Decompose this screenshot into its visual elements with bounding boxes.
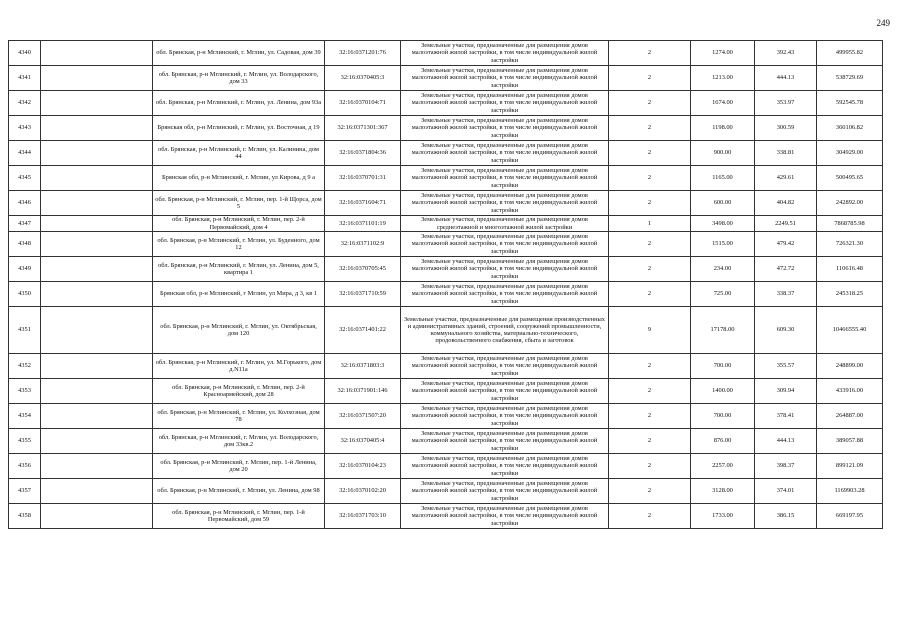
land-use-cell: Земельные участки, предназначенные для размещения домов малоэтажной жилой застройки, в том числе индивидуальной жилой застройки [401,41,609,66]
row-number: 4350 [9,282,41,307]
cadastral-value-cell: 899121.09 [817,454,883,479]
cadastral-number-cell: 32:16:0370405:3 [325,66,401,91]
group-cell: 2 [609,429,691,454]
cadastral-value-cell: 726321.30 [817,232,883,257]
specific-value-cell: 398.37 [755,454,817,479]
group-cell: 2 [609,141,691,166]
table-row [9,141,883,166]
cadastral-value-cell: 538729.69 [817,66,883,91]
land-use-cell: Земельные участки, предназначенные для размещения домов малоэтажной жилой застройки, в том числе индивидуальной жилой застройки [401,191,609,216]
address-cell: обл. Брянская, р-н Мглинский, г. Мглин, пер. 1-й Щорса, дом 5 [153,191,325,216]
table-row [9,429,883,454]
specific-value-cell: 609.30 [755,307,817,354]
area-cell: 17178.00 [691,307,755,354]
row-number: 4342 [9,91,41,116]
row-number: 4352 [9,354,41,379]
blank-cell [41,166,153,191]
table-body [9,41,883,529]
group-cell: 2 [609,66,691,91]
specific-value-cell: 386.15 [755,504,817,529]
group-cell: 2 [609,379,691,404]
land-use-cell: Земельные участки, предназначенные для размещения домов малоэтажной жилой застройки, в том числе индивидуальной жилой застройки [401,66,609,91]
blank-cell [41,116,153,141]
cadastral-value-cell: 245318.25 [817,282,883,307]
table-row [9,404,883,429]
group-cell: 2 [609,257,691,282]
area-cell: 1165.00 [691,166,755,191]
group-cell: 2 [609,232,691,257]
group-cell: 2 [609,116,691,141]
land-use-cell: Земельные участки, предназначенные для размещения домов малоэтажной жилой застройки, в том числе индивидуальной жилой застройки [401,91,609,116]
specific-value-cell: 392.43 [755,41,817,66]
cadastral-value-cell: 1169903.28 [817,479,883,504]
table-row [9,191,883,216]
area-cell: 1198.00 [691,116,755,141]
cadastral-value-cell: 433916.00 [817,379,883,404]
specific-value-cell: 300.59 [755,116,817,141]
row-number: 4356 [9,454,41,479]
table-row [9,454,883,479]
blank-cell [41,41,153,66]
group-cell: 2 [609,41,691,66]
cadastral-number-cell: 32:16:0371803:3 [325,354,401,379]
cadastral-value-cell: 248899.00 [817,354,883,379]
table-row [9,257,883,282]
land-use-cell: Земельные участки, предназначенные для размещения домов малоэтажной жилой застройки, в том числе индивидуальной жилой застройки [401,454,609,479]
specific-value-cell: 472.72 [755,257,817,282]
cadastral-number-cell: 32:16:0371301:367 [325,116,401,141]
group-cell: 2 [609,504,691,529]
blank-cell [41,404,153,429]
row-number: 4349 [9,257,41,282]
area-cell: 3498.00 [691,216,755,232]
area-cell: 3128.00 [691,479,755,504]
blank-cell [41,479,153,504]
cadastral-number-cell: 32:16:0371703:10 [325,504,401,529]
cadastral-value-cell: 360106.82 [817,116,883,141]
land-use-cell: Земельные участки, предназначенные для размещения домов малоэтажной жилой застройки, в том числе индивидуальной жилой застройки [401,116,609,141]
area-cell: 600.00 [691,191,755,216]
group-cell: 2 [609,404,691,429]
table-row [9,307,883,354]
table-row [9,66,883,91]
table-row [9,282,883,307]
land-use-cell: Земельные участки, предназначенные для размещения домов малоэтажной жилой застройки, в том числе индивидуальной жилой застройки [401,354,609,379]
cadastral-number-cell: 32:16:0371401:22 [325,307,401,354]
cadastral-value-cell: 264887.00 [817,404,883,429]
group-cell: 2 [609,191,691,216]
cadastral-value-cell: 304929.00 [817,141,883,166]
address-cell: обл. Брянская, р-н Мглинский, г. Мглин, пер. 1-й Первомайский, дом 59 [153,504,325,529]
cadastral-value-cell: 669197.95 [817,504,883,529]
area-cell: 700.00 [691,404,755,429]
area-cell: 234.00 [691,257,755,282]
address-cell: Брянская обл, р-н Мглинский, г Мглин, ул Мира, д 3, кв 1 [153,282,325,307]
address-cell: обл. Брянская, р-н Мглинский, г. Мглин, ул. Колхозная, дом 78 [153,404,325,429]
group-cell: 2 [609,479,691,504]
cadastral-value-cell: 10466555.40 [817,307,883,354]
address-cell: обл. Брянская, р-н Мглинский, г. Мглин, пер. 1-й Ленина, дом 20 [153,454,325,479]
blank-cell [41,216,153,232]
area-cell: 1274.00 [691,41,755,66]
blank-cell [41,504,153,529]
row-number: 4340 [9,41,41,66]
row-number: 4354 [9,404,41,429]
cadastral-number-cell: 32:16:0371901:146 [325,379,401,404]
blank-cell [41,91,153,116]
address-cell: обл. Брянская, р-н Мглинский, г. Мглин, пер. 2-й Красноармейский, дом 28 [153,379,325,404]
cadastral-value-cell: 242892.00 [817,191,883,216]
land-use-cell: Земельные участки, предназначенные для размещения домов малоэтажной жилой застройки, в том числе индивидуальной жилой застройки [401,379,609,404]
group-cell: 9 [609,307,691,354]
cadastral-value-table [8,40,883,529]
cadastral-number-cell: 32:16:0370705:45 [325,257,401,282]
cadastral-number-cell: 32:16:0370701:31 [325,166,401,191]
table-row [9,479,883,504]
specific-value-cell: 338.37 [755,282,817,307]
specific-value-cell: 309.94 [755,379,817,404]
table-row [9,91,883,116]
blank-cell [41,454,153,479]
specific-value-cell: 338.81 [755,141,817,166]
row-number: 4357 [9,479,41,504]
cadastral-number-cell: 32:16:0371804:36 [325,141,401,166]
area-cell: 1515.00 [691,232,755,257]
specific-value-cell: 355.57 [755,354,817,379]
cadastral-value-cell: 592545.78 [817,91,883,116]
cadastral-number-cell: 32:16:0371102:9 [325,232,401,257]
table-row [9,379,883,404]
address-cell: обл. Брянская, р-н Мглинский, г. Мглин, ул. Калинина, дом 44 [153,141,325,166]
cadastral-number-cell: 32:16:0370104:23 [325,454,401,479]
group-cell: 2 [609,166,691,191]
table-row [9,116,883,141]
table-row [9,41,883,66]
address-cell: обл. Брянская, р-н Мглинский, г. Мглин, ул. Володарского, дом 33 [153,66,325,91]
table-row [9,504,883,529]
address-cell: обл. Брянская, р-н Мглинский, г. Мглин, ул. Ленина, дом 93а [153,91,325,116]
area-cell: 1213.00 [691,66,755,91]
specific-value-cell: 374.01 [755,479,817,504]
blank-cell [41,232,153,257]
table-row [9,354,883,379]
blank-cell [41,191,153,216]
specific-value-cell: 429.61 [755,166,817,191]
area-cell: 900.00 [691,141,755,166]
cadastral-number-cell: 32:16:0371201:76 [325,41,401,66]
blank-cell [41,66,153,91]
cadastral-value-cell: 499955.82 [817,41,883,66]
address-cell: обл. Брянская, р-н Мглинский, г. Мглин, ул. Октябрьская, дом 120 [153,307,325,354]
row-number: 4353 [9,379,41,404]
address-cell: обл. Брянская, р-н Мглинский, г. Мглин, ул. М.Горького, дом д.N11а [153,354,325,379]
land-use-cell: Земельные участки, предназначенные для размещения домов малоэтажной жилой застройки, в том числе индивидуальной жилой застройки [401,282,609,307]
cadastral-number-cell: 32:16:0370405:4 [325,429,401,454]
specific-value-cell: 353.97 [755,91,817,116]
specific-value-cell: 378.41 [755,404,817,429]
row-number: 4345 [9,166,41,191]
group-cell: 2 [609,91,691,116]
address-cell: обл. Брянская, р-н Мглинский, г. Мглин, ул. Садовая, дом 39 [153,41,325,66]
row-number: 4341 [9,66,41,91]
area-cell: 1674.00 [691,91,755,116]
cadastral-value-cell: 110616.48 [817,257,883,282]
address-cell: обл. Брянская, р-н Мглинский, г. Мглин, ул. Буденного, дом 12 [153,232,325,257]
blank-cell [41,379,153,404]
row-number: 4347 [9,216,41,232]
table-row [9,216,883,232]
area-cell: 700.00 [691,354,755,379]
group-cell: 2 [609,354,691,379]
land-use-cell: Земельные участки, предназначенные для размещения домов малоэтажной жилой застройки, в том числе индивидуальной жилой застройки [401,504,609,529]
row-number: 4351 [9,307,41,354]
row-number: 4358 [9,504,41,529]
specific-value-cell: 444.13 [755,429,817,454]
land-use-cell: Земельные участки, предназначенные для размещения домов малоэтажной жилой застройки, в том числе индивидуальной жилой застройки [401,166,609,191]
specific-value-cell: 444.13 [755,66,817,91]
table-row [9,166,883,191]
blank-cell [41,354,153,379]
address-cell: Брянская обл, р-н Мглинский, г. Мглин, ул. Восточная, д 19 [153,116,325,141]
blank-cell [41,282,153,307]
specific-value-cell: 404.82 [755,191,817,216]
blank-cell [41,429,153,454]
area-cell: 2257.00 [691,454,755,479]
cadastral-value-cell: 500495.65 [817,166,883,191]
cadastral-number-cell: 32:16:0371604:71 [325,191,401,216]
area-cell: 725.00 [691,282,755,307]
address-cell: обл. Брянская, р-н Мглинский, г. Мглин, ул. Ленина, дом 98 [153,479,325,504]
cadastral-number-cell: 32:16:0371710:59 [325,282,401,307]
blank-cell [41,307,153,354]
area-cell: 1400.00 [691,379,755,404]
blank-cell [41,257,153,282]
land-use-cell: Земельные участки, предназначенные для размещения домов среднеэтажной и многоэтажной жилой застройки [401,216,609,232]
table-row [9,232,883,257]
row-number: 4344 [9,141,41,166]
cadastral-value-cell: 389057.88 [817,429,883,454]
land-use-cell: Земельные участки, предназначенные для размещения домов малоэтажной жилой застройки, в том числе индивидуальной жилой застройки [401,404,609,429]
land-use-cell: Земельные участки, предназначенные для размещения домов малоэтажной жилой застройки, в том числе индивидуальной жилой застройки [401,232,609,257]
area-cell: 1733.00 [691,504,755,529]
address-cell: обл. Брянская, р-н Мглинский, г. Мглин, пер. 2-й Первомайский, дом 4 [153,216,325,232]
group-cell: 1 [609,216,691,232]
land-use-cell: Земельные участки, предназначенные для размещения домов малоэтажной жилой застройки, в том числе индивидуальной жилой застройки [401,141,609,166]
address-cell: обл. Брянская, р-н Мглинский, г. Мглин, ул. Ленина, дом 5, квартира 1 [153,257,325,282]
page-number: 249 [876,18,890,28]
blank-cell [41,141,153,166]
land-use-cell: Земельные участки, предназначенные для размещения домов малоэтажной жилой застройки, в том числе индивидуальной жилой застройки [401,257,609,282]
cadastral-number-cell: 32:16:0371507:20 [325,404,401,429]
cadastral-number-cell: 32:16:0371101:19 [325,216,401,232]
cadastral-number-cell: 32:16:0370102:20 [325,479,401,504]
address-cell: обл. Брянская, р-н Мглинский, г. Мглин, ул. Володарского, дом 33кв.2 [153,429,325,454]
specific-value-cell: 479.42 [755,232,817,257]
cadastral-number-cell: 32:16:0370104:71 [325,91,401,116]
row-number: 4343 [9,116,41,141]
row-number: 4355 [9,429,41,454]
group-cell: 2 [609,282,691,307]
land-use-cell: Земельные участки, предназначенные для размещения домов малоэтажной жилой застройки, в том числе индивидуальной жилой застройки [401,429,609,454]
group-cell: 2 [609,454,691,479]
land-use-cell: Земельные участки, предназначенные для размещения домов малоэтажной жилой застройки, в том числе индивидуальной жилой застройки [401,479,609,504]
row-number: 4346 [9,191,41,216]
cadastral-value-cell: 7868785.98 [817,216,883,232]
specific-value-cell: 2249.51 [755,216,817,232]
area-cell: 876.00 [691,429,755,454]
address-cell: Брянская обл, р-н Мглинский, г. Мглин, ул Кирова, д 9 а [153,166,325,191]
row-number: 4348 [9,232,41,257]
land-use-cell: Земельные участки, предназначенные для размещения производственных и административных зданий, строений, сооружений промышленности, коммунального хозяйства, материально-технического, продовольственного снабжения, сбыта и заготовок [401,307,609,354]
